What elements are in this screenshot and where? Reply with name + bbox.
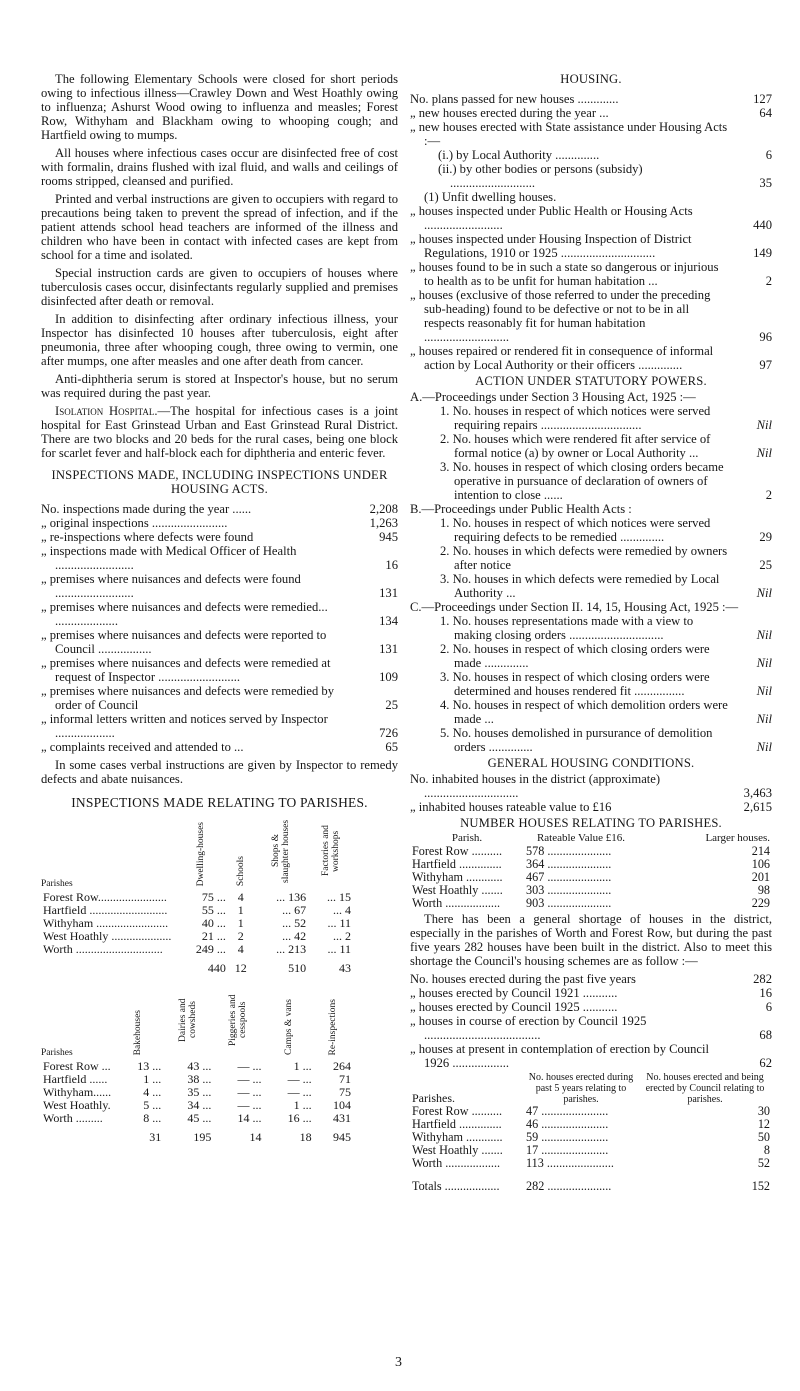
inspection-row: „ complaints received and attended to ... 65 — [41, 740, 398, 754]
table-row: Hartfield ...... 1 ... 38 ... — ... — ... 71 — [43, 1072, 351, 1086]
column-header: Parishes. — [412, 1091, 455, 1105]
housing-subheading: (1) Unfit dwelling houses. — [424, 190, 557, 204]
table-header-row — [410, 1072, 772, 1105]
column-header: Piggeries and cesspools — [228, 994, 249, 1046]
column-header: Parishes — [41, 879, 73, 889]
inspection-row: „ premises where nuisances and defects were remedied at request of Inspector .......................... 109 — [41, 656, 398, 684]
table-row: Forest Row .......... 47 ...................... 30 — [412, 1104, 770, 1118]
page-number: 3 — [395, 1355, 402, 1370]
housing-row: „ houses repaired or rendered fit in consequence of informal action by Local Authority or their officers .............. 97 — [410, 344, 772, 372]
section-b-list — [410, 516, 772, 600]
table-totals-row: 440 12 510 43 — [207, 961, 351, 975]
inspection-row: „ premises where nuisances and defects were remedied by order of Council 25 — [41, 684, 398, 712]
inspection-row: No. inspections made during the year ...... 2,208 — [41, 502, 398, 516]
column-header: Schools — [235, 855, 246, 886]
table-row: Withyham ........................ 40 ... 1 ... 52 ... 11 — [43, 916, 351, 930]
schools-paragraph: The following Elementary Schools were closed for short periods owing to infectious illness—Crawley Down and West Hoathly owing to influenza; Ashurst Wood owing to influenza and measles; Forest Row, Withyham and Blackham owing to whooping cough; and Hartfield owing to mumps. — [41, 72, 398, 142]
inspection-row: „ premises where nuisances and defects were remedied... .................... 134 — [41, 600, 398, 628]
isolation-hospital-paragraph — [41, 404, 398, 460]
housing-list — [410, 92, 772, 372]
table-row: West Hoathly ....... 17 ...................... 8 — [412, 1143, 770, 1157]
section-b-row: 2. No. houses in which defects were remedied by owners after notice 25 — [440, 544, 772, 572]
general-housing-row: „ inhabited houses rateable value to £16 2,615 — [410, 800, 772, 814]
section-a-row: 2. No. houses which were rendered fit after service of formal notice (a) by owner or Local Authority ... Nil — [440, 432, 772, 460]
parish-inspections-table-1 — [41, 816, 353, 975]
column-header: No. houses erected during past 5 years relating to parishes. — [528, 1072, 634, 1105]
isolation-hospital-label: Isolation Hospital. — [55, 404, 158, 418]
right-column — [410, 72, 772, 1193]
erected-row: „ houses in course of erection by Council 1925 ..................................... 68 — [410, 1014, 772, 1042]
column-header: Camps & vans — [283, 999, 294, 1055]
erected-list — [410, 972, 772, 1070]
column-header: Larger houses. — [705, 832, 770, 844]
inspection-row: „ informal letters written and notices served by Inspector ................... 726 — [41, 712, 398, 740]
inspection-row: „ original inspections ........................ 1,263 — [41, 516, 398, 530]
section-a-row: 1. No. houses in respect of which notices were served requiring repairs ................................ Nil — [440, 404, 772, 432]
inspections-list — [41, 502, 398, 754]
table-totals-row: Totals .................. 282 ..................... 152 — [412, 1179, 770, 1193]
section-c-row: 1. No. houses representations made with a view to making closing orders .............................. Nil — [440, 614, 772, 642]
erected-row: „ houses at present in contemplation of erection by Council 1926 .................. 62 — [410, 1042, 772, 1070]
column-header: Parish. — [451, 832, 483, 844]
section-b-row: 3. No. houses in which defects were remedied by Local Authority ... Nil — [440, 572, 772, 600]
section-a-list — [410, 404, 772, 502]
erected-row: „ houses erected by Council 1925 ........... 6 — [410, 1000, 772, 1014]
erected-row: „ houses erected by Council 1921 ........... 16 — [410, 986, 772, 1000]
section-a-title: A.—Proceedings under Section 3 Housing Act, 1925 :— — [410, 390, 696, 404]
general-housing-row: No. inhabited houses in the district (approximate) .............................. 3,463 — [410, 772, 772, 800]
houses-erected-table — [410, 1072, 772, 1193]
inspection-row: „ premises where nuisances and defects were found ......................... 131 — [41, 572, 398, 600]
housing-row: „ houses (exclusive of those referred to under the preceding sub-heading) found to be defective or not to be in all respects reasonably fit for human habitation ........................... 96 — [410, 288, 772, 344]
disinfection-paragraph: All houses where infectious cases occur are disinfected free of cost with formalin, drains flushed with izal fluid, and walls and ceilings of rooms stripped, cleansed and purified. — [41, 146, 398, 188]
instructions-paragraph: Printed and verbal instructions are given to occupiers with regard to precautions being taken to prevent the spread of infection, and if the patient attends school head teachers are informed of the illness and children who have been in contact with infected cases are kept from school for a time and isolated. — [41, 192, 398, 262]
special-instruction-paragraph: Special instruction cards are given to occupiers of houses where tuberculosis cases occur, disinfectants regularly supplied and premises disinfected after death or removal. — [41, 266, 398, 308]
table-row: Withyham...... 4 ... 35 ... — ... — ... 75 — [43, 1085, 351, 1099]
section-b-row: 1. No. houses in respect of which notices were served requiring defects to be remedied .............. 29 — [440, 516, 772, 544]
section-c-row: 4. No. houses in respect of which demolition orders were made ... Nil — [440, 698, 772, 726]
shortage-paragraph: There has been a general shortage of houses in the district, especially in the parishes of Worth and Forest Row, but during the past five years 282 houses have been built in the district. Also to meet this shortage the Council's housing schemes are as follow :— — [410, 912, 772, 968]
housing-row: (ii.) by other bodies or persons (subsidy) ........................... 35 — [438, 162, 772, 190]
housing-row: „ new houses erected with State assistance under Housing Acts :— — [410, 120, 728, 148]
table-row: Hartfield .............. 364 ..................... 106 — [412, 857, 770, 871]
table-row: West Hoathly. 5 ... 34 ... — ... 1 ... 104 — [43, 1098, 351, 1112]
section-c-title: C.—Proceedings under Section II. 14, 15, Housing Act, 1925 :— — [410, 600, 739, 614]
erected-row: No. houses erected during the past five years 282 — [410, 972, 772, 986]
section-c-row: 2. No. houses in respect of which closing orders were made .............. Nil — [440, 642, 772, 670]
column-header: Factories and workshops — [320, 825, 341, 877]
column-header: Bakehouses — [133, 1009, 144, 1055]
table-row: Forest Row ... 13 ... 43 ... — ... 1 ... 264 — [43, 1059, 351, 1073]
housing-row: (i.) by Local Authority .............. 6 — [438, 148, 772, 162]
housing-row: „ houses inspected under Housing Inspection of District Regulations, 1910 or 1925 .............................. 149 — [410, 232, 772, 260]
general-housing-list — [410, 772, 772, 814]
table-row: West Hoathly ....... 303 ..................... 98 — [412, 883, 770, 897]
table-row: Hartfield .......................... 55 ... 1 ... 67 ... 4 — [43, 903, 351, 917]
column-header: Rateable Value £16. — [536, 832, 626, 844]
isolation-hospital-text: —The hospital for infectious cases is a joint hospital for East Grinstead Urban and East Grinstead Rural District. There are two blocks and 20 beds for the rural cases, being one block for scarlet fever and half-block each for diphtheria and enteric fever. — [41, 404, 398, 460]
housing-row: „ houses found to be in such a state so dangerous or injurious to health as to be unfit for human habitation ... 2 — [410, 260, 772, 288]
inspections-heading: INSPECTIONS MADE, INCLUDING INSPECTIONS UNDER HOUSING ACTS. — [51, 468, 388, 496]
table-row: Withyham ............ 467 ..................... 201 — [412, 870, 770, 884]
table-row: West Hoathly .................... 21 ... 2 ... 42 ... 2 — [43, 929, 351, 943]
table-header-row — [41, 816, 353, 891]
section-c-list — [410, 614, 772, 754]
table-row: Hartfield .............. 46 ...................... 12 — [412, 1117, 770, 1131]
column-header: Re-inspections — [328, 998, 339, 1055]
housing-heading: HOUSING. — [560, 72, 622, 86]
inspection-row: „ re-inspections where defects were found 945 — [41, 530, 398, 544]
column-header: Shops & slaughter houses — [270, 819, 291, 883]
table-totals-row: 31 195 14 18 945 — [149, 1130, 351, 1144]
rateable-value-table — [410, 832, 772, 910]
general-housing-heading: GENERAL HOUSING CONDITIONS. — [487, 756, 695, 770]
housing-row: „ houses inspected under Public Health or Housing Acts ......................... 440 — [410, 204, 772, 232]
anti-diphtheria-paragraph: Anti-diphtheria serum is stored at Inspector's house, but no serum was required during the past year. — [41, 372, 398, 400]
column-header: Dwelling-houses — [195, 821, 206, 886]
section-c-row: 3. No. houses in respect of which closing orders were determined and houses rendered fit ................ Nil — [440, 670, 772, 698]
housing-row: No. plans passed for new houses ............. 127 — [410, 92, 772, 106]
section-a-row: 3. No. houses in respect of which closing orders became operative in pursuance of declaration of owners of intention to close ...... 2 — [440, 460, 772, 502]
parishes-inspections-heading: INSPECTIONS MADE RELATING TO PARISHES. — [71, 795, 368, 810]
table-row: Worth ......... 8 ... 45 ... 14 ... 16 ... 431 — [43, 1111, 351, 1125]
statutory-powers-heading: ACTION UNDER STATUTORY POWERS. — [475, 374, 707, 388]
section-b-title: B.—Proceedings under Public Health Acts : — [410, 502, 632, 516]
column-header: Parishes — [41, 1048, 73, 1058]
inspection-row: „ inspections made with Medical Officer of Health ......................... 16 — [41, 544, 398, 572]
table-row: Worth ............................. 249 ... 4 ... 213 ... 11 — [43, 942, 351, 956]
housing-row: „ new houses erected during the year ... 64 — [410, 106, 772, 120]
table-row: Forest Row .......... 578 ..................... 214 — [412, 844, 770, 858]
table-row: Worth .................. 903 ..................... 229 — [412, 896, 770, 910]
verbal-instructions-paragraph: In some cases verbal instructions are given by Inspector to remedy defects and abate nuisances. — [41, 758, 398, 786]
disinfection-addition-paragraph: In addition to disinfecting after ordinary infectious illness, your Inspector has disinfected 10 houses after tuberculosis, eight after pneumonia, three after whooping cough, three owing to vermin, one after mumps, one after measles and one after death from cancer. — [41, 312, 398, 368]
table-row: Withyham ............ 59 ...................... 50 — [412, 1130, 770, 1144]
table-header-row — [41, 985, 353, 1060]
column-header: No. houses erected and being erected by Council relating to parishes. — [645, 1072, 765, 1105]
section-c-row: 5. No. houses demolished in pursurance of demolition orders .............. Nil — [440, 726, 772, 754]
left-column — [41, 72, 398, 1154]
column-header: Dairies and cowsheds — [178, 998, 199, 1042]
table-row: Forest Row....................... 75 ... 4 ... 136 ... 15 — [43, 890, 351, 904]
table-row: Worth .................. 113 ...................... 52 — [412, 1156, 770, 1170]
number-houses-heading: NUMBER HOUSES RELATING TO PARISHES. — [460, 816, 722, 830]
inspection-row: „ premises where nuisances and defects were reported to Council ................. 131 — [41, 628, 398, 656]
parish-inspections-table-2 — [41, 985, 353, 1144]
